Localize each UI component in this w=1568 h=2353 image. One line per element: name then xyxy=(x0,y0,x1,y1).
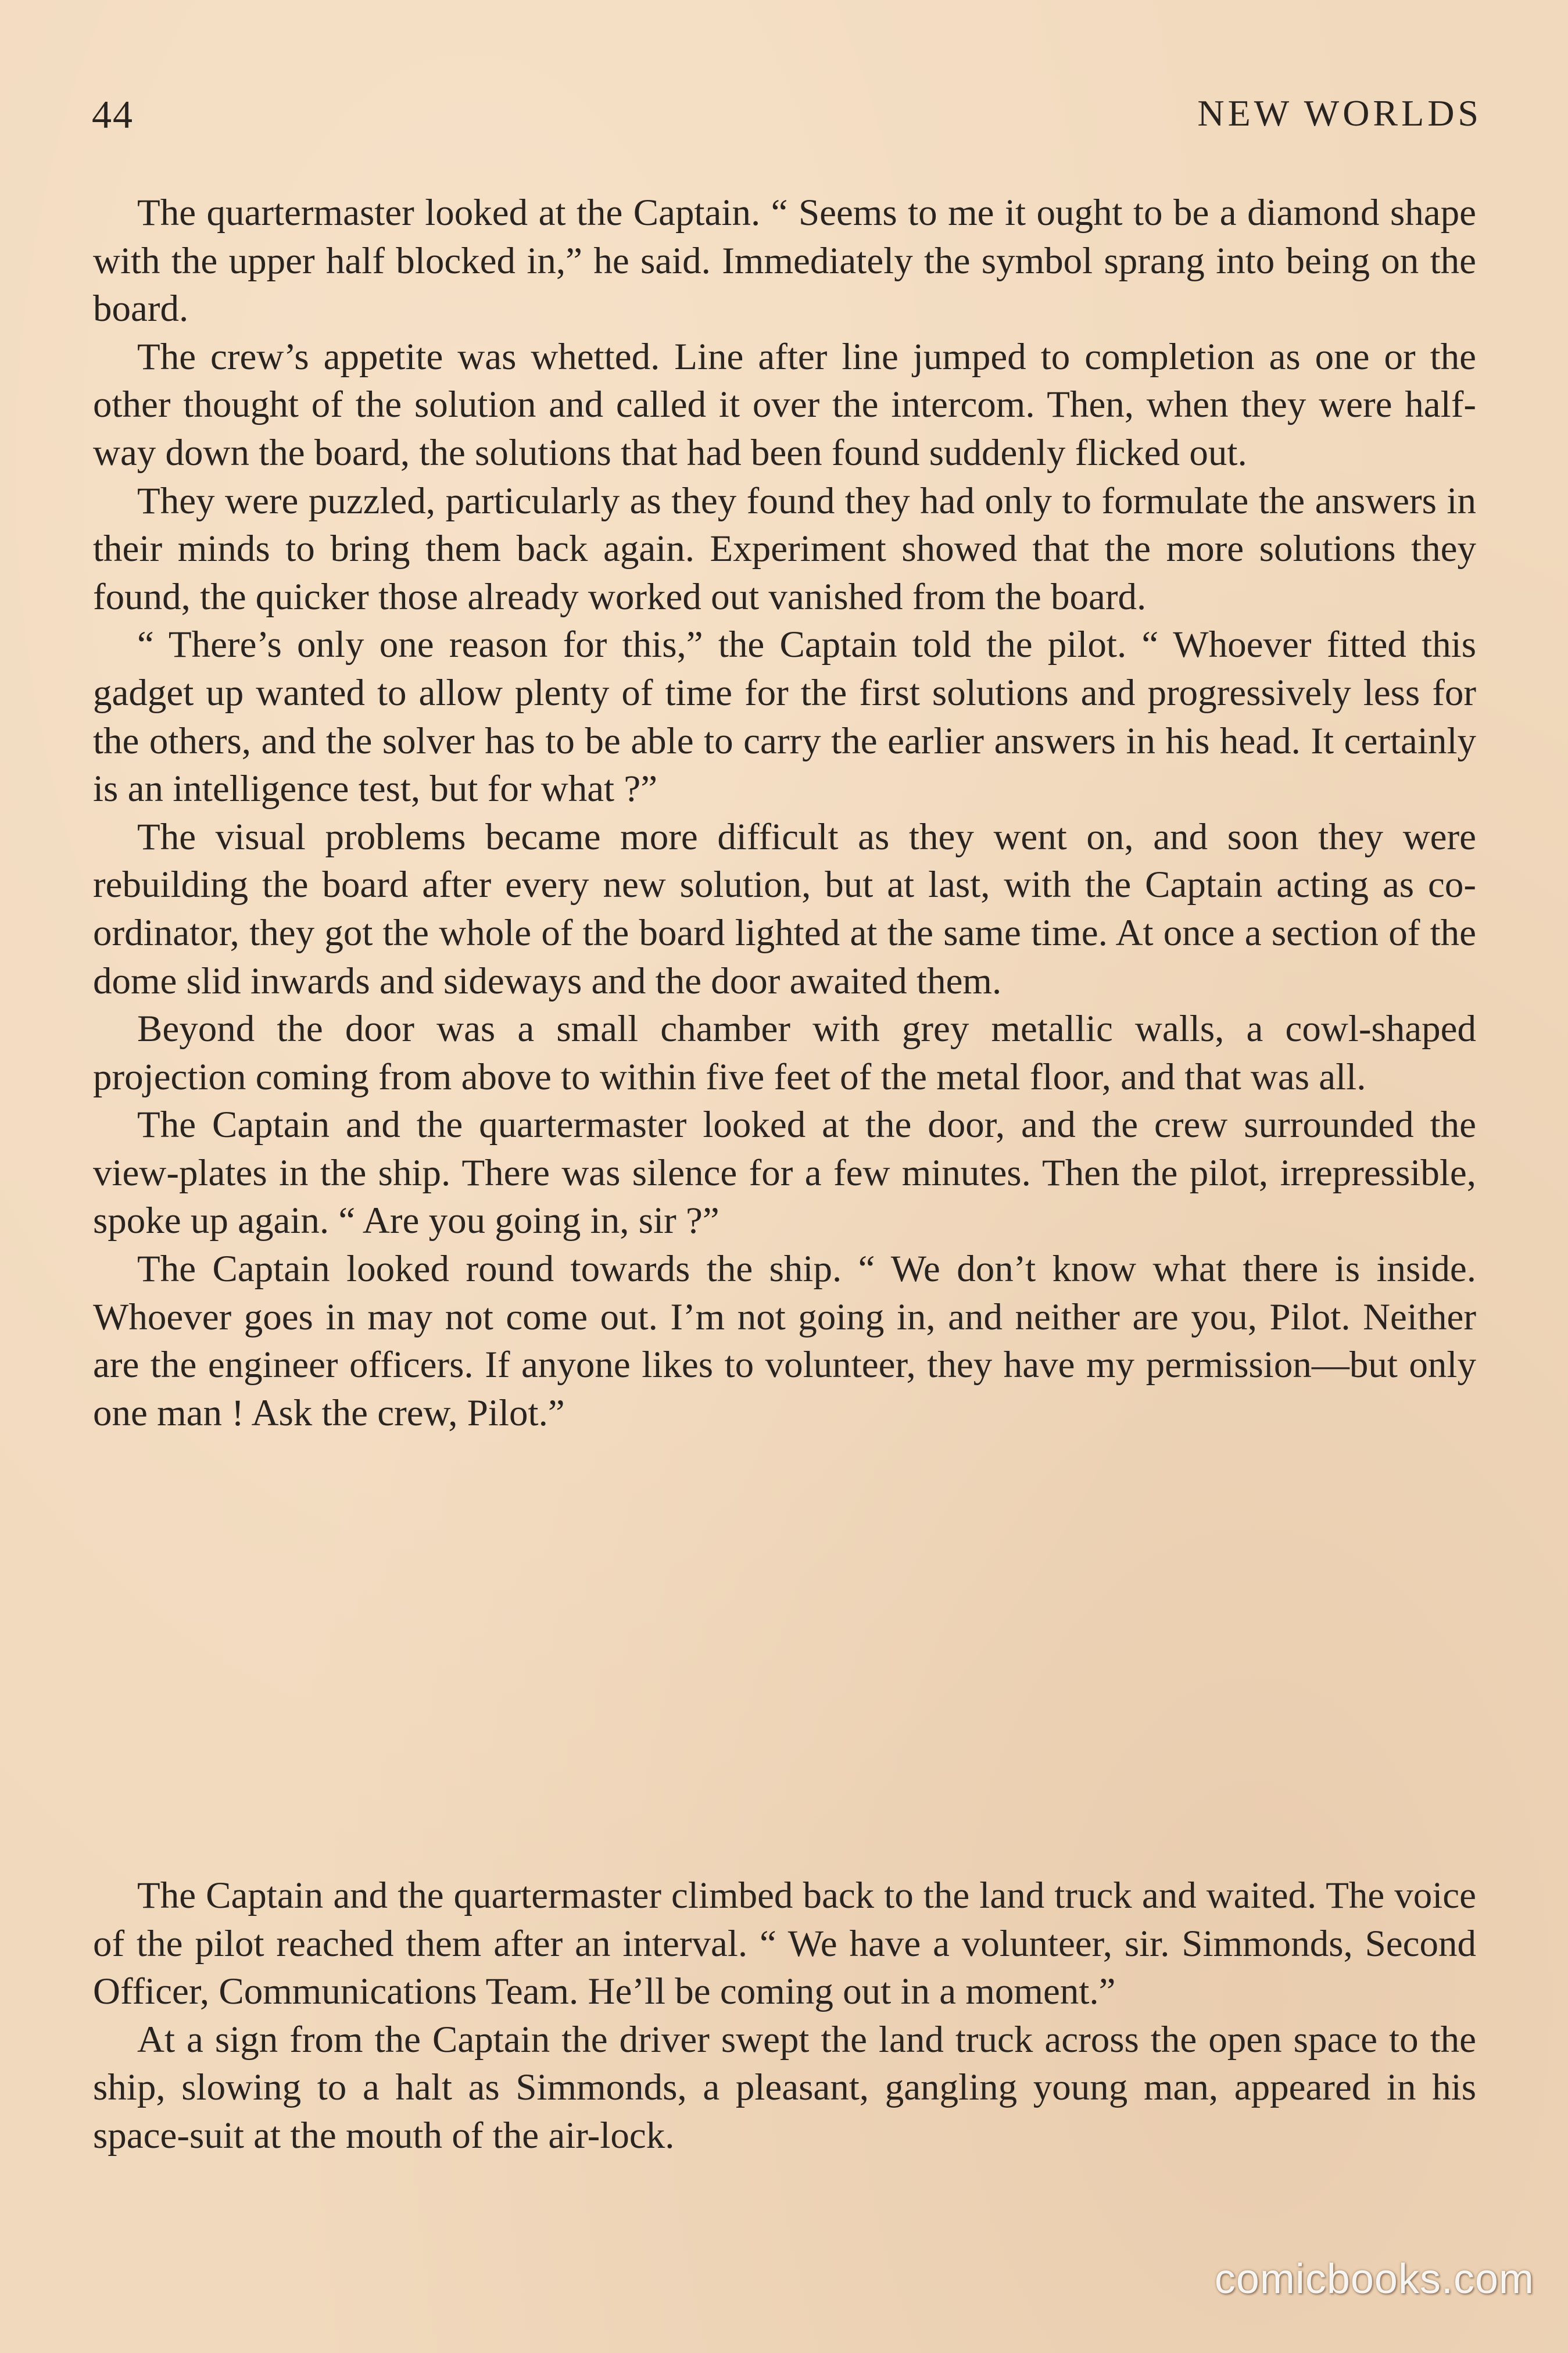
running-header xyxy=(92,92,1482,144)
page-number: 44 xyxy=(92,92,134,137)
paragraph: At a sign from the Captain the driver swept the land truck across the open space to the ship, slowing to a halt as Simmonds, a pleasant, gangling young man, appeared in his space-suit at the mouth of the air-lock. xyxy=(93,2018,1476,2157)
running-title: NEW WORLDS xyxy=(1197,92,1482,134)
paragraph: The Captain and the quartermaster looked at the door, and the crew surrounded the view-plates in the ship. There was silence for a few minutes. Then the pilot, irrepressible, spoke up again. “ Are you going in, sir ?” xyxy=(93,1104,1476,1242)
paragraph: They were puzzled, particularly as they found they had only to formulate the answers in their minds to bring them back again. Experiment showed that the more solutions they found, the quicker those already worked out vanished from the board. xyxy=(93,480,1476,618)
paragraph: The crew’s appetite was whetted. Line after line jumped to completion as one or the other thought of the solution and called it over the intercom. Then, when they were half-way down the board, the solutions that had been found suddenly flicked out. xyxy=(93,335,1476,474)
paragraph: “ There’s only one reason for this,” the Captain told the pilot. “ Whoever fitted this gadget up wanted to allow plenty of time for the first solutions and progressively less for the others, and the solver has to be able to carry the earlier answers in his head. It certainly is an intelligence test, but for what ?” xyxy=(93,624,1476,810)
paragraph: The Captain looked round towards the ship. “ We don’t know what there is inside. Whoever goes in may not come out. I’m not going in, and neither are you, Pilot. Neither are the engineer officers. If anyone likes to volunteer, they have my permission—but only one man ! Ask the crew, Pilot.” xyxy=(93,1248,1476,1434)
paragraph: Beyond the door was a small chamber with grey metallic walls, a cowl-shaped projection coming from above to within five feet of the metal floor, and that was all. xyxy=(93,1008,1476,1098)
paragraph: The Captain and the quartermaster climbed back to the land truck and waited. The voice of the pilot reached them after an interval. “ We have a volunteer, sir. Simmonds, Second Officer, Communications Team. He’ll be coming out in a moment.” xyxy=(93,1875,1476,2013)
body-text-upper xyxy=(93,189,1476,1437)
site-watermark: comicbooks.com xyxy=(1214,2256,1534,2302)
paragraph: The visual problems became more difficult as they went on, and soon they were rebuilding the board after every new solution, but at last, with the Captain acting as co-ordinator, they got the whole of the board lighted at the same time. At once a section of the dome slid inwards and sideways and the door awaited them. xyxy=(93,816,1476,1002)
paragraph: The quartermaster looked at the Captain. “ Seems to me it ought to be a diamond shape with the upper half blocked in,” he said. Immediately the symbol sprang into being on the board. xyxy=(93,192,1476,330)
body-text-lower xyxy=(93,1872,1476,2160)
